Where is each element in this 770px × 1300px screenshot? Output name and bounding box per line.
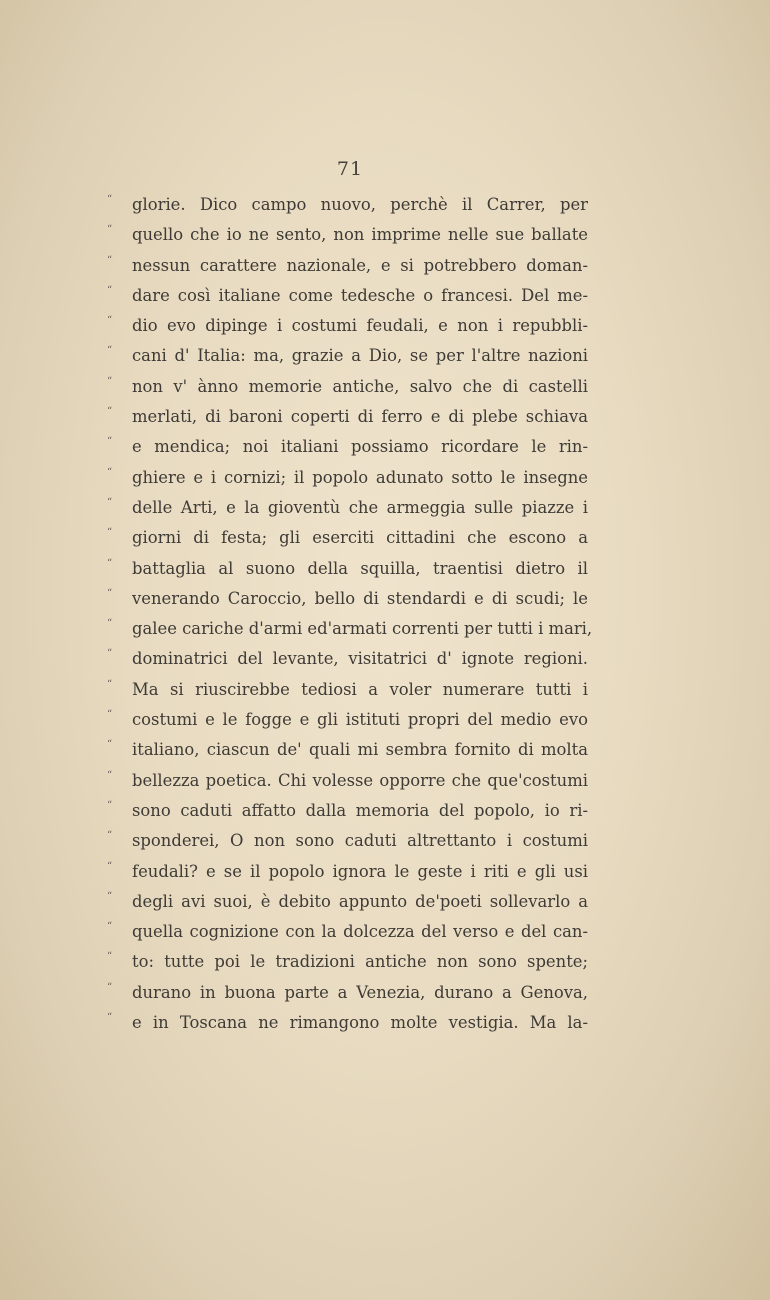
- line-text: venerando Caroccio, bello di stendardi e di scudi; le: [132, 588, 588, 608]
- quote-mark: “: [107, 284, 113, 296]
- page-number: 71: [336, 158, 364, 180]
- line-text: quella cognizione con la dolcezza del verso e del can-: [132, 922, 588, 942]
- line-text: giorni di festa; gli eserciti cittadini che escono a: [132, 528, 588, 548]
- quote-mark: “: [107, 1012, 113, 1024]
- quote-mark: “: [107, 527, 113, 539]
- line-text: dominatrici del levante, visitatrici d' ignote regioni.: [132, 649, 588, 669]
- quote-mark: “: [107, 375, 113, 387]
- quote-mark: “: [107, 436, 113, 448]
- line-text: non v' ànno memorie antiche, salvo che di castelli: [132, 376, 588, 396]
- line-text: sponderei, O non sono caduti altrettanto i costumi: [132, 831, 588, 851]
- quote-mark: “: [107, 921, 113, 933]
- quote-mark: “: [107, 224, 113, 236]
- quote-mark: “: [107, 648, 113, 660]
- text-line: [107, 705, 692, 735]
- quote-mark: “: [107, 981, 113, 993]
- text-line: [107, 493, 692, 523]
- line-text: italiano, ciascun de' quali mi sembra fornito di molta: [132, 740, 588, 760]
- text-line: [107, 735, 692, 765]
- line-text: bellezza poetica. Chi volesse opporre che que'costumi: [132, 770, 588, 790]
- text-line: [107, 251, 692, 281]
- text-line: [107, 947, 692, 977]
- line-text: e mendica; noi italiani possiamo ricordare le rin-: [132, 437, 588, 457]
- text-line: [107, 190, 692, 220]
- quote-mark: “: [107, 315, 113, 327]
- line-text: delle Arti, e la gioventù che armeggia sulle piazze i: [132, 497, 588, 517]
- quote-mark: “: [107, 254, 113, 266]
- quote-mark: “: [107, 709, 113, 721]
- text-line: [107, 1008, 692, 1038]
- text-line: [107, 311, 692, 341]
- text-line: [107, 917, 692, 947]
- line-text: sono caduti affatto dalla memoria del popolo, io ri-: [132, 800, 588, 820]
- quote-mark: “: [107, 860, 113, 872]
- quote-mark: “: [107, 557, 113, 569]
- line-text: merlati, di baroni coperti di ferro e di plebe schiava: [132, 407, 588, 427]
- text-line: [107, 463, 692, 493]
- text-line: [107, 644, 692, 674]
- line-text: feudali? e se il popolo ignora le geste i riti e gli usi: [132, 861, 588, 881]
- line-text: nessun carattere nazionale, e si potrebbero doman-: [132, 255, 588, 275]
- text-line: [107, 281, 692, 311]
- quote-mark: “: [107, 496, 113, 508]
- text-line: [107, 796, 692, 826]
- text-line: [107, 826, 692, 856]
- text-line: [107, 523, 692, 553]
- line-text: Ma si riuscirebbe tediosi a voler numerare tutti i: [132, 679, 588, 699]
- line-text: durano in buona parte a Venezia, durano a Genova,: [132, 982, 588, 1002]
- quote-mark: “: [107, 769, 113, 781]
- quote-mark: “: [107, 406, 113, 418]
- quote-mark: “: [107, 194, 113, 205]
- line-text: e in Toscana ne rimangono molte vestigia. Ma la-: [132, 1013, 588, 1033]
- text-line: [107, 554, 692, 584]
- text-line: [107, 614, 692, 644]
- quote-mark: “: [107, 345, 113, 357]
- quote-mark: “: [107, 466, 113, 478]
- quote-mark: “: [107, 951, 113, 963]
- line-text: dare così italiane come tedesche o francesi. Del me-: [132, 285, 588, 305]
- text-line: [107, 220, 692, 250]
- quote-mark: “: [107, 830, 113, 842]
- quote-mark: “: [107, 678, 113, 690]
- line-text: dio evo dipinge i costumi feudali, e non i repubbli-: [132, 316, 588, 336]
- line-text: ghiere e i cornizi; il popolo adunato sotto le insegne: [132, 467, 588, 487]
- text-line: [107, 978, 692, 1008]
- line-text: costumi e le fogge e gli istituti propri del medio evo: [132, 710, 588, 730]
- line-text: degli avi suoi, è debito appunto de'poeti sollevarlo a: [132, 891, 588, 911]
- text-line: [107, 766, 692, 796]
- text-line: [107, 887, 692, 917]
- text-line: [107, 402, 692, 432]
- quote-mark: “: [107, 739, 113, 751]
- text-line: [107, 857, 692, 887]
- line-text: cani d' Italia: ma, grazie a Dio, se per l'altre nazioni: [132, 346, 588, 366]
- quote-mark: “: [107, 890, 113, 902]
- line-text: quello che io ne sento, non imprime nelle sue ballate: [132, 225, 588, 245]
- line-text: battaglia al suono della squilla, traentisi dietro il: [132, 558, 588, 578]
- line-text: to: tutte poi le tradizioni antiche non sono spente;: [132, 952, 588, 972]
- quote-mark: “: [107, 587, 113, 599]
- line-text: glorie. Dico campo nuovo, perchè il Carrer, per: [132, 195, 588, 214]
- line-text: galee cariche d'armi ed'armati correnti per tutti i mari,: [132, 619, 593, 639]
- text-line: [107, 372, 692, 402]
- text-line: [107, 432, 692, 462]
- text-line: [107, 584, 692, 614]
- text-line: [107, 675, 692, 705]
- text-block: [107, 190, 692, 1038]
- quote-mark: “: [107, 799, 113, 811]
- text-line: [107, 341, 692, 371]
- quote-mark: “: [107, 618, 113, 630]
